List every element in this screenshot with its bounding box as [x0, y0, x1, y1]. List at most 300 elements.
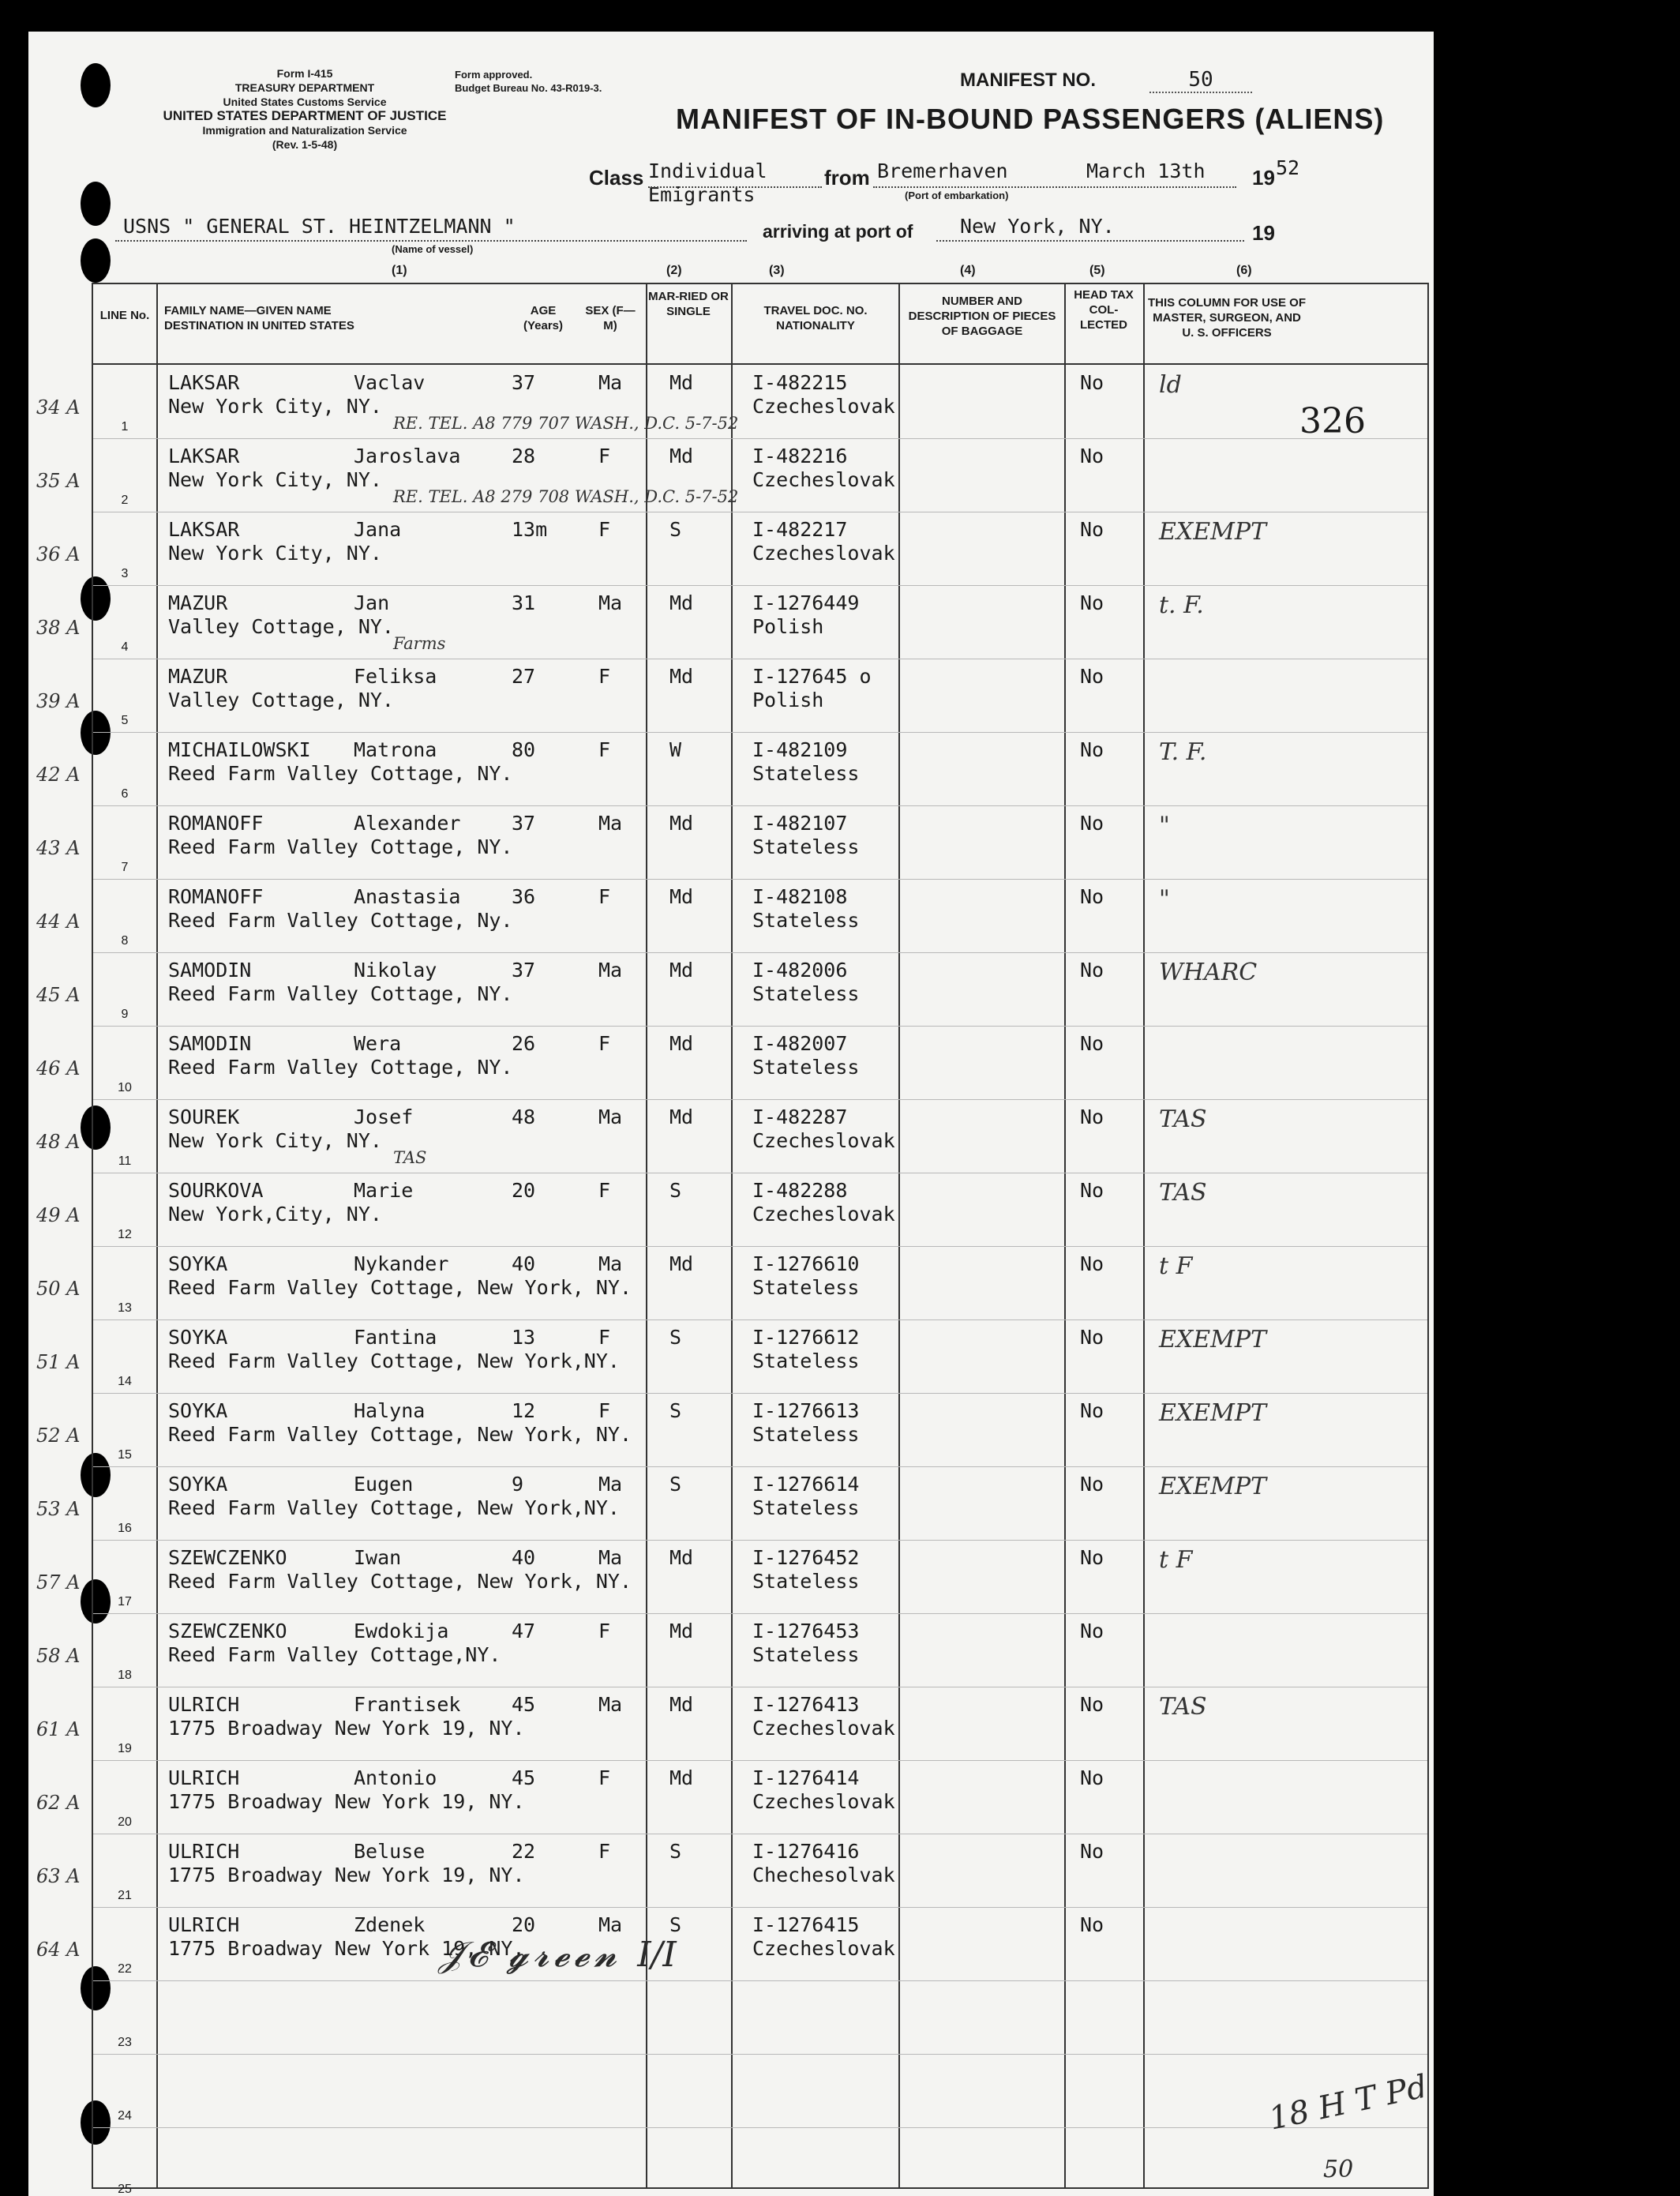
marital-status: Md: [669, 371, 694, 394]
year-suffix: 52: [1276, 156, 1300, 179]
family-name: LAKSAR: [168, 518, 240, 541]
col-baggage-header: NUMBER AND DESCRIPTION OF PIECES OF BAGGAGE: [908, 295, 1056, 338]
margin-code: 43 A: [36, 837, 81, 859]
line-number: 21: [118, 1889, 132, 1902]
col-travel-header: TRAVEL DOC. NO. NATIONALITY: [763, 304, 868, 332]
table-row: [36, 1466, 1427, 1541]
sex: F: [598, 1326, 611, 1349]
justice-label: UNITED STATES DEPARTMENT OF JUSTICE: [163, 108, 447, 123]
family-name: SOYKA: [168, 1473, 228, 1496]
given-name: Wera: [354, 1032, 402, 1055]
marital-status: S: [669, 1840, 682, 1863]
travel-doc-no: I-482006: [752, 959, 848, 982]
age: 26: [512, 1032, 536, 1055]
line-number: 11: [118, 1154, 132, 1168]
nationality: Stateless: [752, 1496, 860, 1519]
age: 12: [512, 1399, 536, 1422]
arriving-label: arriving at port of: [763, 221, 913, 242]
table-row: [36, 1246, 1427, 1320]
margin-code: 48 A: [36, 1131, 81, 1153]
age: 13m: [512, 518, 548, 541]
margin-code: 53 A: [36, 1498, 81, 1520]
officer-use: EXEMPT: [1159, 1399, 1267, 1427]
sex: Ma: [598, 1252, 623, 1275]
sex: Ma: [598, 1693, 623, 1716]
destination: Reed Farm Valley Cottage, NY.: [168, 1056, 513, 1079]
head-tax: No: [1080, 1913, 1104, 1936]
margin-code: 63 A: [36, 1865, 81, 1887]
family-name: SOYKA: [168, 1252, 228, 1275]
head-tax: No: [1080, 738, 1104, 761]
officer-use: EXEMPT: [1159, 518, 1267, 546]
line-number: 15: [118, 1448, 132, 1462]
sex: F: [598, 1840, 611, 1863]
age: 37: [512, 812, 536, 835]
head-tax: No: [1080, 1399, 1104, 1422]
arriving-value: New York, NY.: [960, 215, 1115, 238]
sex: Ma: [598, 1546, 623, 1569]
sex: F: [598, 1032, 611, 1055]
table-row: [93, 1980, 1427, 2055]
col-sex-header: SEX (F—M): [585, 304, 636, 332]
class-value-2: Emigrants: [648, 183, 756, 206]
marital-status: Md: [669, 1620, 694, 1642]
travel-doc-no: I-1276610: [752, 1252, 860, 1275]
given-name: Marie: [354, 1179, 414, 1202]
marital-status: Md: [669, 959, 694, 982]
form-agency-block: [115, 66, 494, 152]
margin-code: 36 A: [36, 543, 81, 565]
table-row: [36, 1613, 1427, 1687]
age: 13: [512, 1326, 536, 1349]
margin-code: 44 A: [36, 910, 81, 933]
bottom-number: 50: [1323, 2156, 1354, 2183]
date-value: March 13th: [1086, 160, 1206, 182]
officer-use: t F: [1159, 1252, 1193, 1280]
officer-use: WHARC: [1159, 959, 1258, 986]
form-number: Form I-415: [276, 67, 333, 80]
budget-bureau-label: Budget Bureau No. 43-R019-3.: [455, 82, 602, 94]
destination: Reed Farm Valley Cottage, NY.: [168, 835, 513, 858]
age: 48: [512, 1106, 536, 1128]
travel-doc-no: I-482007: [752, 1032, 848, 1055]
age: 27: [512, 665, 536, 688]
table-row: [36, 1540, 1427, 1614]
given-name: Halyna: [354, 1399, 426, 1422]
closing-signature: [439, 1935, 677, 1975]
table-row: [36, 1834, 1427, 1908]
given-name: Jana: [354, 518, 402, 541]
given-name: Josef: [354, 1106, 414, 1128]
table-row: [36, 659, 1427, 733]
table-row: [36, 512, 1427, 586]
nationality: Stateless: [752, 909, 860, 932]
destination: Reed Farm Valley Cottage, New York,NY.: [168, 1350, 620, 1372]
line-number: 1: [121, 420, 129, 434]
marital-status: S: [669, 1473, 682, 1496]
col-num-5: (5): [1089, 264, 1105, 277]
given-name: Fantina: [354, 1326, 437, 1349]
head-tax: No: [1080, 1106, 1104, 1128]
line-number: 8: [121, 934, 129, 948]
line-number: 25: [118, 2183, 132, 2196]
nationality: Stateless: [752, 1350, 860, 1372]
sex: F: [598, 885, 611, 908]
officer-use: t F: [1159, 1546, 1193, 1574]
table-row: [36, 1687, 1427, 1761]
col-num-6: (6): [1236, 264, 1252, 277]
travel-doc-no: I-1276612: [752, 1326, 860, 1349]
nationality: Czecheslovak: [752, 1717, 895, 1740]
given-name: Eugen: [354, 1473, 414, 1496]
nationality: Stateless: [752, 835, 860, 858]
age: 28: [512, 445, 536, 467]
given-name: Matrona: [354, 738, 437, 761]
age: 45: [512, 1766, 536, 1789]
line-number: 6: [121, 787, 129, 801]
sex: F: [598, 518, 611, 541]
col-num-4: (4): [960, 264, 976, 277]
punch-hole: [81, 238, 111, 283]
tally-note: 18 H T Pd: [1266, 2068, 1431, 2138]
ins-label: Immigration and Naturalization Service: [202, 124, 407, 137]
family-name: SZEWCZENKO: [168, 1546, 287, 1569]
rev-label: (Rev. 1-5-48): [272, 138, 338, 151]
table-row: [36, 1319, 1427, 1394]
family-name: SOYKA: [168, 1399, 228, 1422]
head-tax: No: [1080, 665, 1104, 688]
line-number: 16: [118, 1522, 132, 1535]
marital-status: Md: [669, 812, 694, 835]
line-number: 14: [118, 1375, 132, 1388]
age: 20: [512, 1913, 536, 1936]
nationality: Czecheslovak: [752, 542, 895, 565]
marital-status: Md: [669, 885, 694, 908]
given-name: Zdenek: [354, 1913, 426, 1936]
travel-doc-no: I-1276416: [752, 1840, 860, 1863]
margin-code: 46 A: [36, 1057, 81, 1079]
handwritten-note: TAS: [393, 1148, 427, 1167]
col-tax-header: HEAD TAX COL-LECTED: [1074, 288, 1134, 332]
class-underline: [648, 186, 822, 188]
year2: 19: [1252, 221, 1275, 245]
marital-status: Md: [669, 1252, 694, 1275]
travel-doc-no: I-1276414: [752, 1766, 860, 1789]
family-name: SAMODIN: [168, 959, 252, 982]
age: 37: [512, 959, 536, 982]
marital-status: S: [669, 518, 682, 541]
destination: Reed Farm Valley Cottage, New York, NY.: [168, 1570, 632, 1593]
head-tax: No: [1080, 959, 1104, 982]
vessel-name: USNS " GENERAL ST. HEINTZELMANN ": [123, 215, 516, 238]
sex: F: [598, 1620, 611, 1642]
from-label: from: [824, 166, 870, 190]
class-value-1: Individual: [648, 160, 767, 182]
travel-doc-no: I-1276453: [752, 1620, 860, 1642]
marital-status: W: [669, 738, 682, 761]
destination: New York City, NY.: [168, 1129, 382, 1152]
destination: 1775 Broadway New York 19, NY.: [168, 1790, 525, 1813]
head-tax: No: [1080, 1252, 1104, 1275]
officer-use: TAS: [1159, 1179, 1207, 1207]
line-number: 23: [118, 2036, 132, 2049]
officer-use: t. F.: [1159, 591, 1204, 619]
margin-code: 61 A: [36, 1718, 81, 1740]
given-name: Ewdokija: [354, 1620, 449, 1642]
family-name: ULRICH: [168, 1913, 240, 1936]
margin-code: 45 A: [36, 984, 81, 1006]
family-name: ULRICH: [168, 1840, 240, 1863]
port-caption: (Port of embarkation): [905, 190, 1009, 201]
officer-use: ": [1159, 812, 1170, 839]
line-number: 2: [121, 494, 129, 507]
age: 40: [512, 1546, 536, 1569]
line-number: 22: [118, 1962, 132, 1976]
sex: Ma: [598, 1106, 623, 1128]
marital-status: Md: [669, 1766, 694, 1789]
closing-mark: I/I: [637, 1935, 677, 1975]
destination: 1775 Broadway New York 19, NY.: [168, 1937, 525, 1960]
col-married-header: MAR-RIED OR SINGLE: [648, 290, 729, 318]
head-tax: No: [1080, 1326, 1104, 1349]
col-age-header: AGE (Years): [523, 304, 564, 332]
marital-status: Md: [669, 591, 694, 614]
officer-use: ": [1159, 885, 1170, 913]
table-row: [36, 952, 1427, 1027]
table-row: [36, 1099, 1427, 1173]
margin-code: 49 A: [36, 1204, 81, 1226]
sex: F: [598, 738, 611, 761]
nationality: Stateless: [752, 982, 860, 1005]
margin-code: 35 A: [36, 470, 81, 492]
sex: Ma: [598, 1913, 623, 1936]
marital-status: Md: [669, 1106, 694, 1128]
marital-status: Md: [669, 1032, 694, 1055]
head-tax: No: [1080, 1179, 1104, 1202]
officer-use: T. F.: [1159, 738, 1207, 766]
head-tax: No: [1080, 885, 1104, 908]
given-name: Antonio: [354, 1766, 437, 1789]
line-number: 7: [121, 861, 129, 874]
handwritten-note: RE. TEL. A8 779 707 WASH., D.C. 5-7-52: [393, 414, 739, 433]
col-num-1: (1): [392, 264, 407, 277]
given-name: Frantisek: [354, 1693, 461, 1716]
travel-doc-no: I-1276614: [752, 1473, 860, 1496]
travel-doc-no: I-482109: [752, 738, 848, 761]
line-number: 12: [118, 1228, 132, 1241]
family-name: SOUREK: [168, 1106, 240, 1128]
margin-code: 34 A: [36, 396, 81, 419]
arriving-underline: [936, 240, 1244, 242]
family-name: MICHAILOWSKI: [168, 738, 311, 761]
nationality: Stateless: [752, 1276, 860, 1299]
destination: Reed Farm Valley Cottage, New York,NY.: [168, 1496, 620, 1519]
destination: New York City, NY.: [168, 468, 382, 491]
family-name: ULRICH: [168, 1766, 240, 1789]
line-number: 13: [118, 1301, 132, 1315]
age: 40: [512, 1252, 536, 1275]
nationality: Czecheslovak: [752, 1790, 895, 1813]
family-name: SAMODIN: [168, 1032, 252, 1055]
sex: Ma: [598, 1473, 623, 1496]
nationality: Stateless: [752, 1570, 860, 1593]
manifest-no-label: MANIFEST NO.: [960, 69, 1096, 91]
age: 31: [512, 591, 536, 614]
destination: New York City, NY.: [168, 542, 382, 565]
passenger-table: [36, 283, 1429, 2196]
destination: Valley Cottage, NY.: [168, 689, 394, 711]
officer-use: TAS: [1159, 1106, 1207, 1133]
travel-doc-no: I-1276613: [752, 1399, 860, 1422]
travel-doc-no: I-482287: [752, 1106, 848, 1128]
margin-code: 57 A: [36, 1571, 81, 1594]
travel-doc-no: I-482108: [752, 885, 848, 908]
from-underline: [873, 186, 1236, 188]
margin-code: 62 A: [36, 1792, 81, 1814]
table-row: [36, 1393, 1427, 1467]
nationality: Stateless: [752, 762, 860, 785]
line-number: 10: [118, 1081, 132, 1094]
sex: F: [598, 1399, 611, 1422]
table-row: [36, 879, 1427, 953]
line-number: 9: [121, 1008, 129, 1021]
family-name: MAZUR: [168, 665, 228, 688]
sex: F: [598, 1766, 611, 1789]
sex: F: [598, 1179, 611, 1202]
marital-status: S: [669, 1399, 682, 1422]
age: 80: [512, 738, 536, 761]
family-name: SOURKOVA: [168, 1179, 264, 1202]
punch-hole: [81, 182, 111, 226]
head-tax: No: [1080, 1693, 1104, 1716]
head-tax: No: [1080, 1032, 1104, 1055]
travel-doc-no: I-482217: [752, 518, 848, 541]
given-name: Nikolay: [354, 959, 437, 982]
head-tax: No: [1080, 1473, 1104, 1496]
family-name: MAZUR: [168, 591, 228, 614]
line-number: 18: [118, 1669, 132, 1682]
customs-label: United States Customs Service: [223, 96, 387, 108]
travel-doc-no: I-127645 o: [752, 665, 872, 688]
age: 20: [512, 1179, 536, 1202]
given-name: Beluse: [354, 1840, 426, 1863]
nationality: Stateless: [752, 1056, 860, 1079]
nationality: Czecheslovak: [752, 1203, 895, 1226]
officer-use: ld: [1159, 371, 1182, 399]
col-name-header: FAMILY NAME—GIVEN NAME DESTINATION IN UNITED STATES: [164, 304, 354, 332]
margin-code: 39 A: [36, 690, 81, 712]
travel-doc-no: I-482215: [752, 371, 848, 394]
nationality: Stateless: [752, 1423, 860, 1446]
form-approved-label: Form approved.: [455, 69, 533, 81]
vessel-underline: [115, 240, 747, 242]
head-tax: No: [1080, 371, 1104, 394]
nationality: Chechesolvak: [752, 1864, 895, 1886]
officer-use: EXEMPT: [1159, 1326, 1267, 1353]
destination: New York,City, NY.: [168, 1203, 382, 1226]
sex: Ma: [598, 812, 623, 835]
destination: Reed Farm Valley Cottage, Ny.: [168, 909, 513, 932]
age: 37: [512, 371, 536, 394]
marital-status: Md: [669, 1546, 694, 1569]
vessel-caption: (Name of vessel): [392, 243, 474, 255]
travel-doc-no: I-482288: [752, 1179, 848, 1202]
line-number: 20: [118, 1815, 132, 1829]
head-tax: No: [1080, 518, 1104, 541]
age: 47: [512, 1620, 536, 1642]
col-num-2: (2): [666, 264, 682, 277]
handwritten-note: Farms: [393, 634, 446, 653]
marital-status: S: [669, 1179, 682, 1202]
margin-code: 58 A: [36, 1645, 81, 1667]
family-name: LAKSAR: [168, 445, 240, 467]
family-name: ROMANOFF: [168, 812, 264, 835]
manifest-title: MANIFEST OF IN-BOUND PASSENGERS (ALIENS): [676, 103, 1385, 135]
age: 22: [512, 1840, 536, 1863]
col-use-header: THIS COLUMN FOR USE OF MASTER, SURGEON, AND U. S. OFFICERS: [1148, 296, 1306, 340]
sex: F: [598, 445, 611, 467]
destination: 1775 Broadway New York 19, NY.: [168, 1864, 525, 1886]
line-number: 19: [118, 1742, 132, 1755]
nationality: Czecheslovak: [752, 1129, 895, 1152]
sex: Ma: [598, 959, 623, 982]
margin-code: 52 A: [36, 1425, 81, 1447]
age: 36: [512, 885, 536, 908]
margin-code: 50 A: [36, 1278, 81, 1300]
head-tax: No: [1080, 1546, 1104, 1569]
nationality: Czecheslovak: [752, 1937, 895, 1960]
class-label: Class: [589, 166, 644, 190]
table-row: [36, 585, 1427, 659]
age: 45: [512, 1693, 536, 1716]
form-approval-block: [455, 68, 660, 95]
given-name: Jaroslava: [354, 445, 461, 467]
table-row: [36, 732, 1427, 806]
margin-code: 51 A: [36, 1351, 81, 1373]
destination: 1775 Broadway New York 19, NY.: [168, 1717, 525, 1740]
from-value: Bremerhaven: [877, 160, 1008, 182]
line-number: 3: [121, 567, 129, 580]
table-row: [36, 438, 1427, 512]
family-name: ULRICH: [168, 1693, 240, 1716]
family-name: LAKSAR: [168, 371, 240, 394]
head-tax: No: [1080, 1766, 1104, 1789]
destination: Reed Farm Valley Cottage, NY.: [168, 982, 513, 1005]
nationality: Stateless: [752, 1643, 860, 1666]
line-number: 17: [118, 1595, 132, 1609]
handwritten-note: RE. TEL. A8 279 708 WASH., D.C. 5-7-52: [393, 487, 739, 506]
destination: Reed Farm Valley Cottage, NY.: [168, 762, 513, 785]
officer-use: TAS: [1159, 1693, 1207, 1721]
margin-code: 42 A: [36, 764, 81, 786]
family-name: SZEWCZENKO: [168, 1620, 287, 1642]
nationality: Czecheslovak: [752, 395, 895, 418]
line-number: 5: [121, 714, 129, 727]
margin-code: 38 A: [36, 617, 81, 639]
destination: Valley Cottage, NY.: [168, 615, 394, 638]
table-row: [36, 805, 1427, 880]
given-name: Jan: [354, 591, 390, 614]
destination: Reed Farm Valley Cottage, New York, NY.: [168, 1423, 632, 1446]
given-name: Iwan: [354, 1546, 402, 1569]
table-row: [36, 1173, 1427, 1247]
head-tax: No: [1080, 812, 1104, 835]
nationality: Polish: [752, 615, 824, 638]
destination: New York City, NY.: [168, 395, 382, 418]
destination: Reed Farm Valley Cottage, New York, NY.: [168, 1276, 632, 1299]
given-name: Alexander: [354, 812, 461, 835]
given-name: Nykander: [354, 1252, 449, 1275]
